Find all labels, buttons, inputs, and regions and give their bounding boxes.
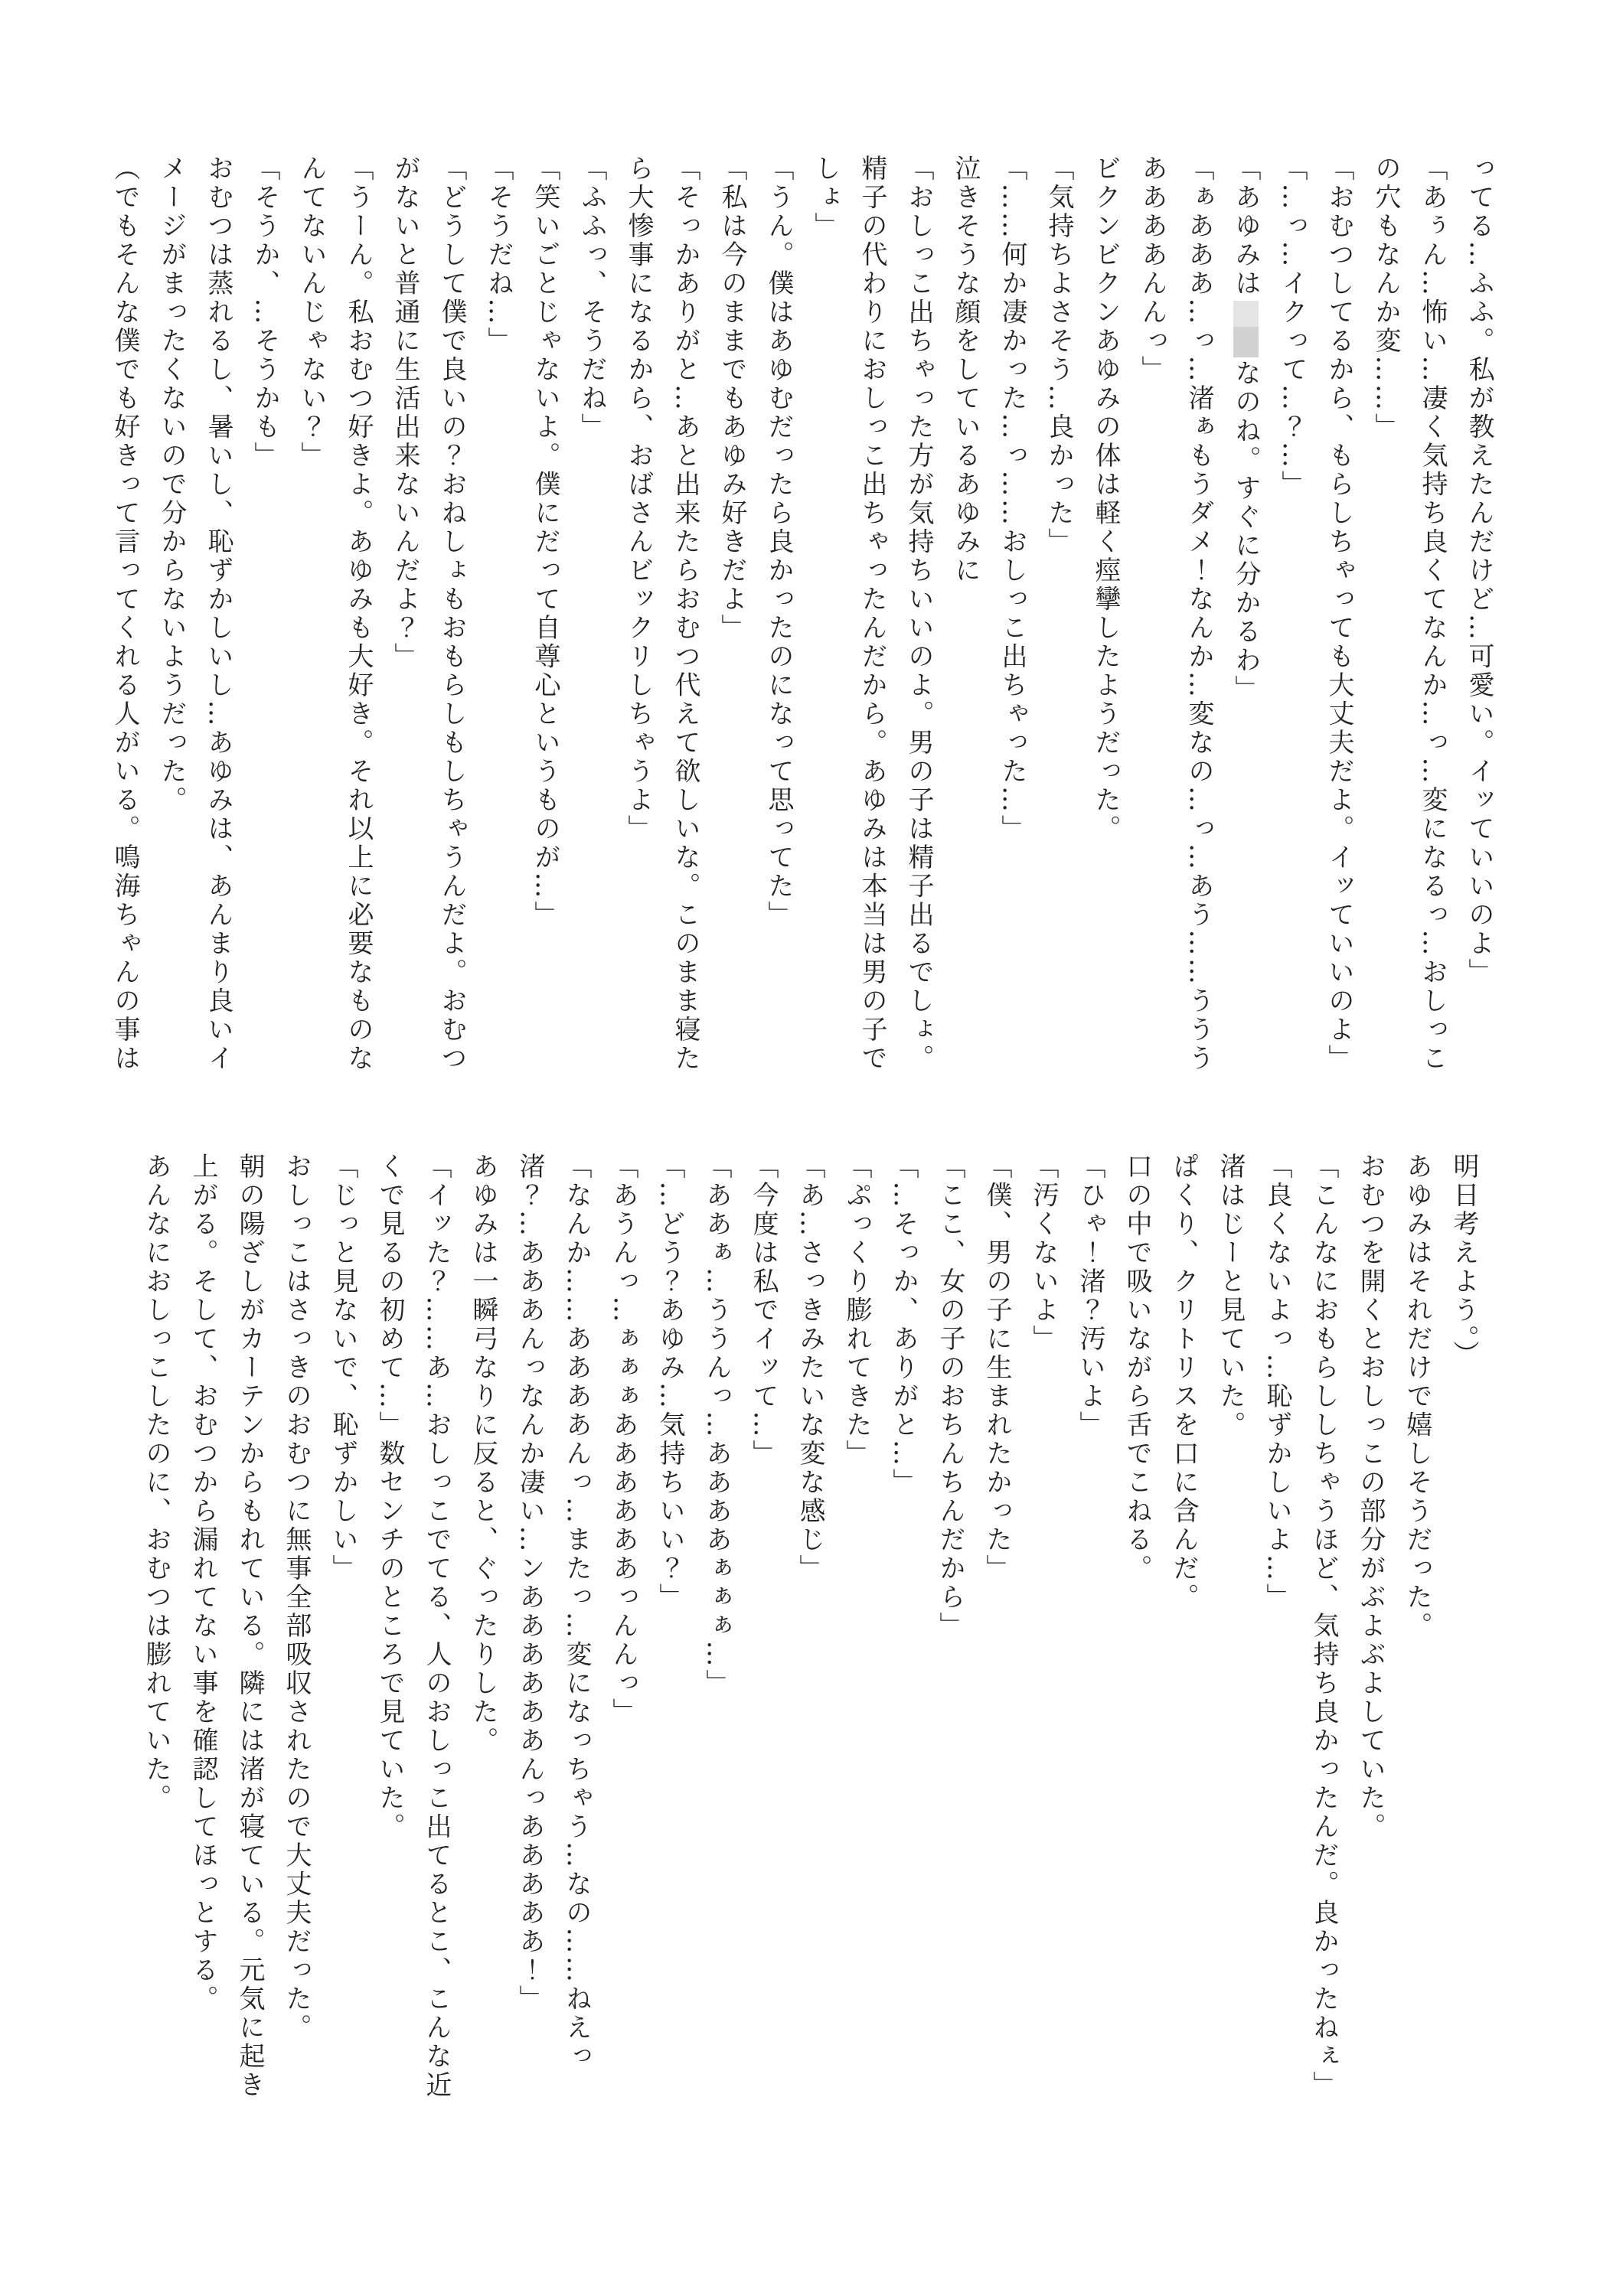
lower-text-block: [132, 1153, 1487, 2098]
text-line: 「あうんっ…ぁぁぁああああああっんんっ」: [608, 1153, 638, 1727]
text-line: あんなにおしっこしたのに、おむつは膨れていた。: [141, 1153, 171, 1813]
text-line: 渚？…あああんっなんか凄い…ンああああああんっあああああ！」: [514, 1153, 545, 2014]
text-line: ああああんんっ」: [1137, 155, 1167, 384]
text-line: 渚はじーと見ていた。: [1215, 1153, 1246, 1440]
text-line: 「気持ちよさそう…良かった」: [1043, 155, 1074, 556]
text-line: 「あゆみはなのね。すぐに分かるわ」: [1230, 155, 1261, 704]
text-line: 「…どう？あゆみ…気持ちいい？」: [655, 1153, 685, 1612]
text-line: あゆみは一瞬弓なりに反ると、ぐったりした。: [468, 1153, 498, 1756]
text-line: 「汚くないよ」: [1028, 1153, 1059, 1354]
text-line: 「そうか、…そうかも」: [250, 155, 280, 471]
text-line: 「ふふっ、そうだね」: [576, 155, 607, 442]
text-line: がないと普通に生活出来ないんだよ？」: [390, 155, 420, 671]
text-line: 「あぅん…怖い…凄く気持ち良くてなんか…っ…変になるっ…おしっこ: [1417, 155, 1448, 1073]
text-line: 「ぷっくり膨れてきた」: [841, 1153, 872, 1469]
text-line: ら大惨事になるから、おばさんビックリしちゃうよ」: [623, 155, 654, 843]
text-line: 「そうだね…」: [483, 155, 514, 356]
text-line: 明日考えよう。）: [1448, 1153, 1479, 1369]
text-line: 上がる。そして、おむつから漏れてない事を確認してほっとする。: [188, 1153, 218, 2014]
text-line: 「笑いごとじゃないよ。僕にだって自尊心というものが…」: [530, 155, 560, 930]
text-line: くで見るの初めて…」数センチのところで見ていた。: [374, 1153, 405, 1841]
text-line: 「ああぁ…ううんっ…ああああぁぁぁ…」: [701, 1153, 732, 1698]
upper-text-block: [101, 155, 1502, 1123]
text-line: 「じっと見ないで、恥ずかしい」: [328, 1153, 358, 1583]
text-line: 「…そっか、ありがと…」: [888, 1153, 919, 1497]
text-line: 「ひゃ！渚？汚いよ」: [1075, 1153, 1105, 1440]
text-line: 「良くないよっ…恥ずかしいよ…」: [1262, 1153, 1292, 1612]
text-line: 「…っ…イクって…？…」: [1277, 155, 1308, 499]
text-line: 精子の代わりにおしっこ出ちゃったんだから。あゆみは本当は男の子で: [857, 155, 887, 1073]
text-line: の穴もなんか変……」: [1370, 155, 1401, 442]
text-line: 「私は今のままでもあゆみ好きだよ」: [717, 155, 747, 643]
text-line: ビクンビクンあゆみの体は軽く痙攣したようだった。: [1090, 155, 1121, 843]
text-line: んてないんじゃない？」: [296, 155, 327, 471]
text-line: 朝の陽ざしがカーテンからもれている。隣には渚が寝ている。元気に起き: [234, 1153, 265, 2100]
text-line: 「うーん。私おむつ好きよ。あゆみも大好き。それ以上に必要なものな: [343, 155, 374, 1073]
text-line: 「あ…さっきみたいな変な感じ」: [795, 1153, 825, 1583]
text-line: 「そっかありがと…あと出来たらおむつ代えて欲しいな。このまま寝た: [670, 155, 700, 1073]
text-line: 「こんなにおもらししちゃうほど、気持ち良かったんだ。良かったねぇ」: [1308, 1153, 1339, 2100]
text-line: あゆみはそれだけで嬉しそうだった。: [1402, 1153, 1432, 1641]
text-line: 「おしっこ出ちゃった方が気持ちいいのよ。男の子は精子出るでしょ。: [903, 155, 934, 1073]
text-line: おしっこはさっきのおむつに無事全部吸収されたので大丈夫だった。: [281, 1153, 312, 2043]
text-line: ぱくり、クリトリスを口に含んだ。: [1168, 1153, 1199, 1612]
text-line: 泣きそうな顔をしているあゆみに: [950, 155, 981, 585]
text-line: 「僕、男の子に生まれたかった」: [981, 1153, 1012, 1583]
text-line: 「……何か凄かった…っ……おしっこ出ちゃった…」: [997, 155, 1027, 843]
text-line: しょ」: [810, 155, 841, 241]
text-line: メージがまったくないので分からないようだった。: [156, 155, 187, 815]
text-line: 「なんか……ああああんっ…またっ…変になっちゃう…なの……ねえっ: [561, 1153, 592, 2071]
text-line: 「ぁあああ…っ…渚ぁもうダメ！なんか…変なの…っ…あう……ううう: [1184, 155, 1214, 1073]
text-line: おむつを開くとおしっこの部分がぶよぶよしていた。: [1355, 1153, 1386, 1841]
text-line: 「うん。僕はあゆむだったら良かったのになって思ってた」: [763, 155, 794, 930]
text-line: （でもそんな僕でも好きって言ってくれる人がいる。鳴海ちゃんの事は: [109, 155, 140, 1073]
text-line: 口の中で吸いながら舌でこねる。: [1122, 1153, 1152, 1583]
text-line: 「おむつしてるから、もらしちゃっても大丈夫だよ。イッていいのよ」: [1324, 155, 1354, 1073]
text-line: ってる…ふふ。私が教えたんだけど…可愛い。イッていいのよ」: [1464, 155, 1494, 987]
text-line: 「どうして僕で良いの？おねしょもおもらしもしちゃうんだよ。おむつ: [436, 155, 467, 1073]
text-line: おむつは蒸れるし、暑いし、恥ずかしいし…あゆみは、あんまり良いイ: [203, 155, 233, 1073]
text-line: 「イッた？……あ…おしっこでてる、人のおしっこ出てるとこ、こんな近: [421, 1153, 452, 2100]
text-line: 「今度は私でイッて…」: [748, 1153, 779, 1469]
censor-box: [1233, 301, 1259, 357]
text-line: 「ここ、女の子のおちんちんだから」: [935, 1153, 965, 1641]
